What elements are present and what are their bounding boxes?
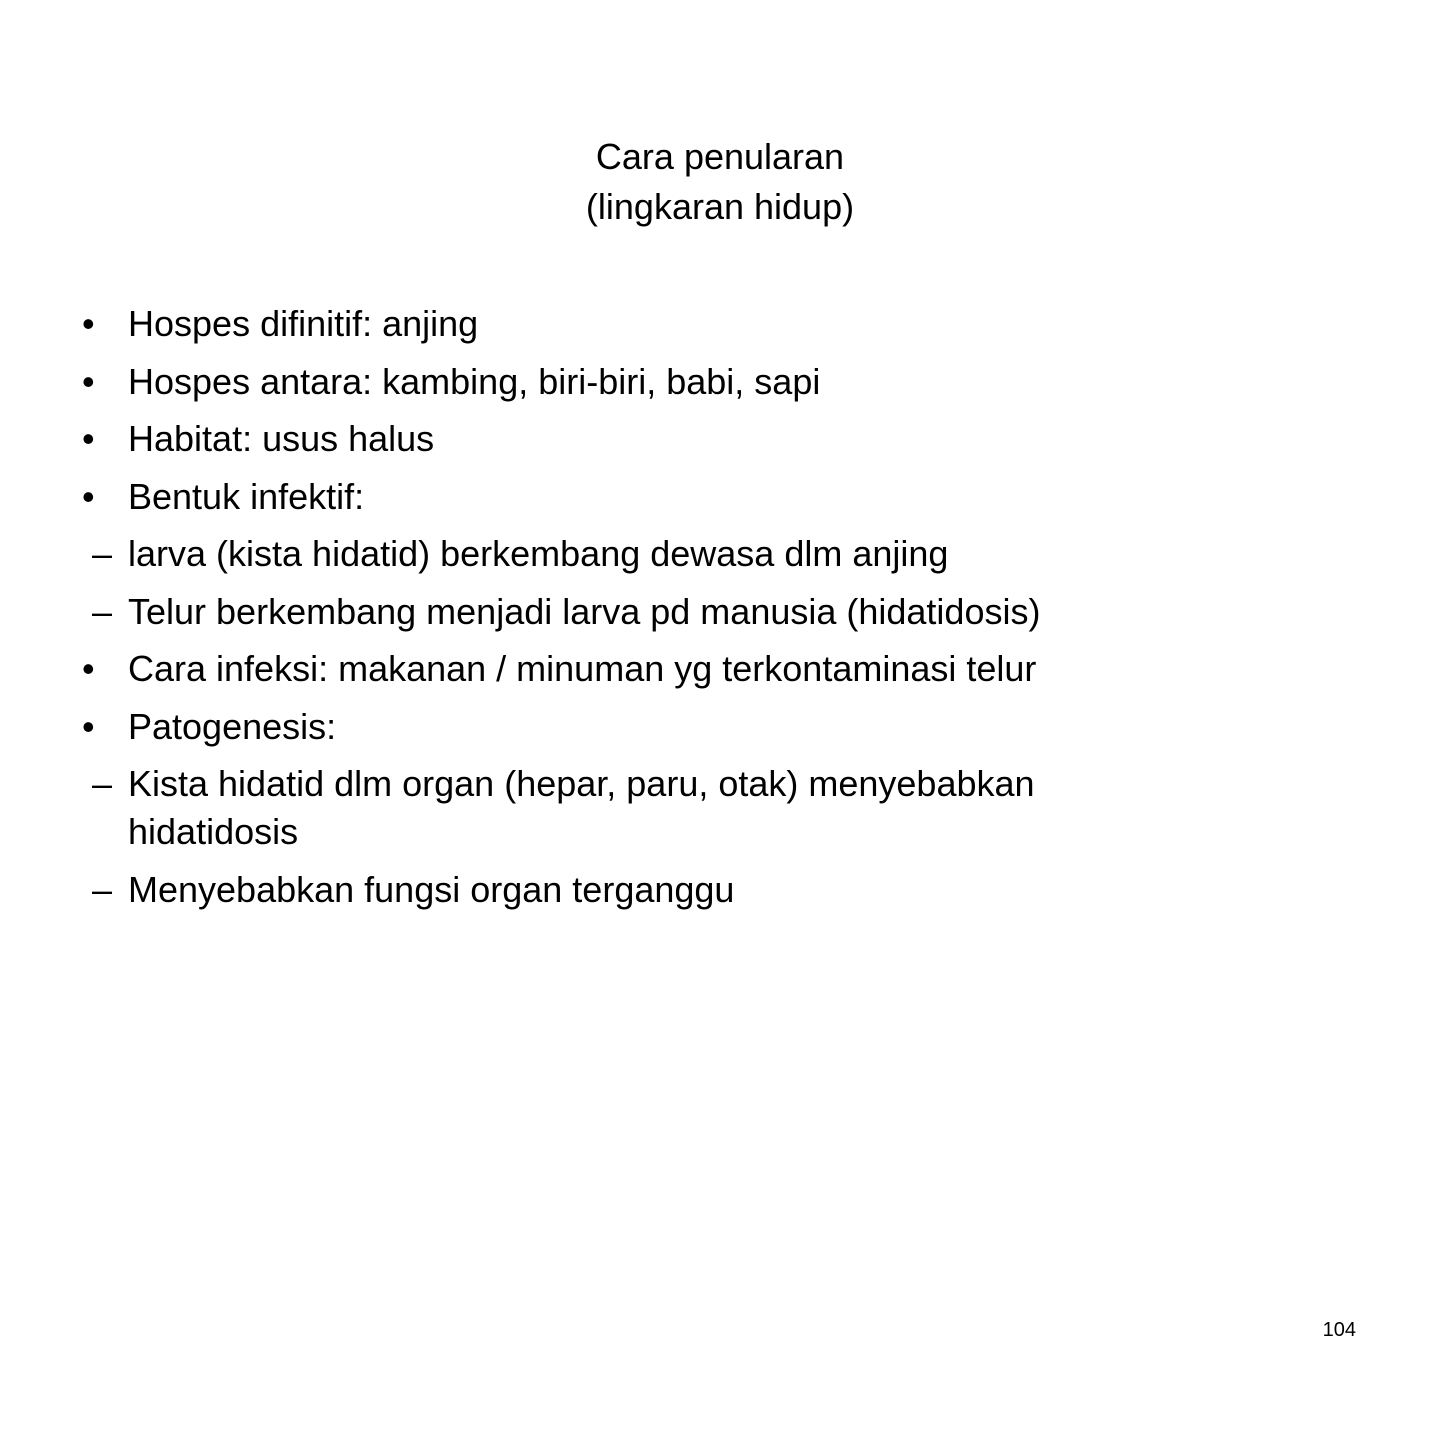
bullet-item (80, 640, 1280, 698)
bullet-text: Hospes difinitif: anjing (128, 303, 479, 344)
bullet-icon: • (82, 303, 95, 344)
bullet-icon: • (82, 360, 95, 402)
bullet-item (80, 698, 1280, 756)
bullet-list (80, 295, 1280, 919)
sub-item-text: Kista hidatid dlm organ (hepar, paru, otak) menyebabkan hidatidosis (128, 763, 1035, 852)
bullet-item (80, 468, 1280, 526)
title-line-2: (lingkaran hidup) (585, 186, 855, 227)
dash-icon: – (92, 869, 113, 910)
sub-list (80, 755, 1280, 919)
slide-title (0, 132, 1440, 232)
bullet-item (80, 410, 1280, 468)
bullet-text: Patogenesis: (128, 705, 337, 747)
bullet-icon: • (82, 475, 95, 517)
title-line-1: Cara penularan (595, 136, 845, 177)
sub-item-text: Menyebabkan fungsi organ terganggu (128, 869, 735, 910)
bullet-icon: • (82, 705, 95, 747)
bullet-text: Bentuk infektif: (128, 475, 365, 517)
dash-icon: – (92, 533, 113, 574)
dash-icon: – (92, 763, 113, 804)
bullet-item (80, 353, 1280, 411)
sub-item-text: larva (kista hidatid) berkembang dewasa dlm anjing (128, 533, 949, 574)
sub-item (80, 755, 1148, 861)
bullet-item (80, 295, 1280, 353)
sub-item-text: Telur berkembang menjadi larva pd manusia (hidatidosis) (128, 590, 1041, 632)
bullet-text: Cara infeksi: makanan / minuman yg terkontaminasi telur (128, 648, 1037, 689)
bullet-icon: • (82, 648, 95, 689)
sub-item (80, 861, 1280, 919)
sub-list (80, 525, 1280, 640)
sub-item (80, 525, 1280, 583)
bullet-text: Habitat: usus halus (128, 418, 435, 459)
bullet-icon: • (82, 418, 95, 459)
page-number: 104 (1322, 1319, 1356, 1341)
bullet-text: Hospes antara: kambing, biri-biri, babi, sapi (128, 360, 821, 402)
sub-item (80, 583, 1280, 641)
dash-icon: – (92, 590, 113, 632)
